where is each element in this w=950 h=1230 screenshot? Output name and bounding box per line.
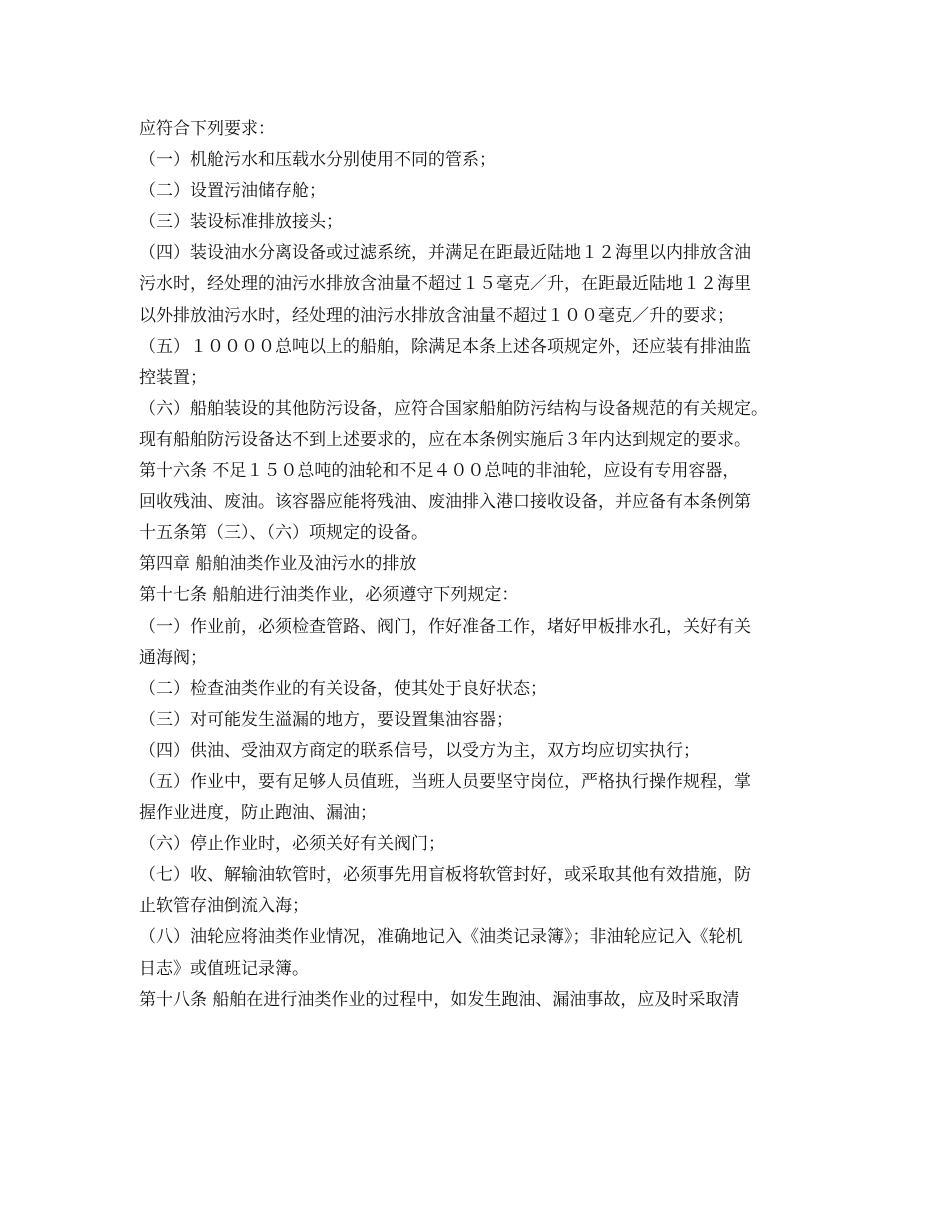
text-line: 日志》或值班记录簿。 bbox=[139, 958, 309, 979]
text-line: （六）停止作业时，必须关好有关阀门； bbox=[139, 834, 445, 855]
text-line: （七）收、解输油软管时，必须事先用盲板将软管封好，或采取其他有效措施，防 bbox=[139, 865, 751, 886]
text-line: 以外排放油污水时，经处理的油污水排放含油量不超过１００毫克／升的要求； bbox=[139, 305, 734, 326]
text-line: （二）设置污油储存舱； bbox=[139, 181, 326, 202]
article-18-heading: 第十八条 船舶在进行油类作业的过程中，如发生跑油、漏油事故，应及时采取清 bbox=[139, 989, 740, 1010]
text-line: 控装置； bbox=[139, 367, 207, 388]
text-line: 现有船舶防污设备达不到上述要求的，应在本条例实施后３年内达到规定的要求。 bbox=[139, 429, 751, 450]
text-line: （一）机舱污水和压载水分别使用不同的管系； bbox=[139, 150, 496, 171]
text-line: 止软管存油倒流入海； bbox=[139, 896, 309, 917]
text-line: 污水时，经处理的油污水排放含油量不超过１５毫克／升，在距最近陆地１２海里 bbox=[139, 274, 751, 295]
text-line: 通海阀； bbox=[139, 647, 207, 668]
document-body bbox=[139, 114, 829, 1016]
article-17-heading: 第十七条 船舶进行油类作业，必须遵守下列规定： bbox=[139, 585, 519, 606]
text-line: （四）供油、受油双方商定的联系信号，以受方为主，双方均应切实执行； bbox=[139, 740, 700, 761]
text-line: （一）作业前，必须检查管路、阀门，作好准备工作，堵好甲板排水孔，关好有关 bbox=[139, 616, 751, 637]
text-line: （四）装设油水分离设备或过滤系统，并满足在距最近陆地１２海里以内排放含油 bbox=[139, 243, 751, 264]
text-line: （三）对可能发生溢漏的地方，要设置集油容器； bbox=[139, 709, 513, 730]
text-line: 应符合下列要求： bbox=[139, 119, 275, 139]
article-16-heading: 第十六条 不足１５０总吨的油轮和不足４００总吨的非油轮，应设有专用容器， bbox=[139, 461, 740, 482]
text-line: 回收残油、废油。该容器应能将残油、废油排入港口接收设备，并应备有本条例第 bbox=[139, 492, 751, 513]
text-line: （五）作业中，要有足够人员值班，当班人员要坚守岗位，严格执行操作规程，掌 bbox=[139, 771, 751, 792]
text-line: （八）油轮应将油类作业情况，准确地记入《油类记录簿》；非油轮应记入《轮机 bbox=[139, 927, 743, 948]
text-line: （六）船舶装设的其他防污设备，应符合国家船舶防污结构与设备规范的有关规定。 bbox=[139, 398, 768, 419]
text-line: 十五条第（三）、（六）项规定的设备。 bbox=[139, 523, 428, 544]
text-line: （二）检查油类作业的有关设备，使其处于良好状态； bbox=[139, 678, 547, 699]
text-line: 握作业进度，防止跑油、漏油； bbox=[139, 803, 377, 824]
chapter-4-heading: 第四章 船舶油类作业及油污水的排放 bbox=[139, 554, 417, 575]
text-line: （五）１００００总吨以上的船舶，除满足本条上述各项规定外，还应装有排油监 bbox=[139, 336, 751, 357]
text-line: （三）装设标准排放接头； bbox=[139, 212, 343, 233]
